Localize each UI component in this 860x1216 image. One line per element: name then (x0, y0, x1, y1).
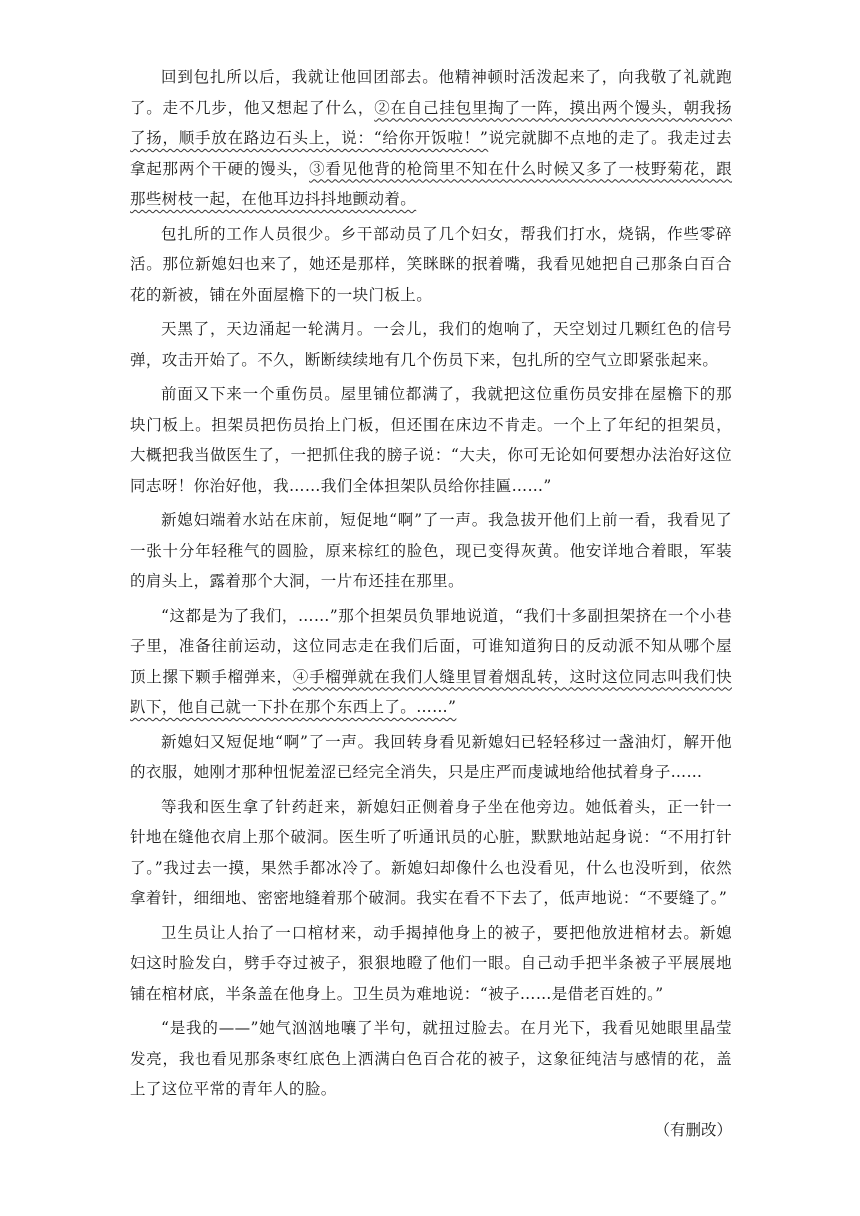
underlined-sentence: ③看见他背的枪筒里不知在什么时候又多了一枝野菊花，跟那些树枝一起，在他耳边抖抖地颤动着。 (130, 159, 733, 208)
text-segment: 新媳妇又短促地“啊”了一声。我回转身看见新媳妇已轻轻移过一盏油灯，解开他的衣服，她刚才那种忸怩羞涩已经完全消失，只是庄严而虔诚地给他拭着身子…… (130, 732, 732, 781)
text-segment: 前面又下来一个重伤员。屋里铺位都满了，我就把这位重伤员安排在屋檐下的那块门板上。担架员把伤员抬上门板，但还围在床边不肯走。一个上了年纪的担架员，大概把我当做医生了，一把抓住我的膀子说：“大夫，你可无论如何要想办法治好这位同志呀！你治好他，我……我们全体担架队员给你挂匾……” (130, 385, 732, 495)
text-segment: 回到包扎所以后，我就让他回团部去。他精神顿时活泼起来了，向我敬了礼就跑了。走不几步，他又想起了什么， (130, 68, 732, 117)
paragraph (130, 505, 732, 597)
article-body (130, 62, 732, 1105)
paragraph (130, 727, 732, 788)
text-segment: 天黑了，天边涌起一轮满月。一会儿，我们的炮响了，天空划过几颗红色的信号弹，攻击开始了。不久，断断续续地有几个伤员下来，包扎所的空气立即紧张起来。 (130, 320, 732, 369)
text-segment: “是我的——”她气汹汹地嚷了半句，就扭过脸去。在月光下，我看见她眼里晶莹发亮，我也看见那条枣红底色上洒满白色百合花的被子，这象征纯洁与感情的花，盖上了这位平常的青年人的脸。 (130, 1019, 732, 1098)
paragraph (130, 918, 732, 1010)
text-segment: 等我和医生拿了针药赶来，新媳妇正侧着身子坐在他旁边。她低着头，正一针一针地在缝他衣肩上那个破洞。医生听了听通讯员的心脏，默默地站起身说：“不用打针了。”我过去一摸，果然手都冰冷了。新媳妇却像什么也没看见，什么也没听到，依然拿着针，细细地、密密地缝着那个破洞。我实在看不下去了，低声地说：“不要缝了。” (130, 797, 732, 907)
paragraph (130, 601, 732, 723)
paragraph (130, 314, 732, 375)
text-segment: “这都是为了我们，……”那个担架员负罪地说道，“我们十多副担架挤在一个小巷子里，准备往前运动，这位同志走在我们后面，可谁知道狗日的反动派不知从哪个屋顶上摞下颗手榴弹来， (130, 606, 732, 686)
underlined-sentence: ④手榴弹就在我们人缝里冒着烟乱转，这时这位同志叫我们快趴下，他自己就一下扑在那个东西上了。……” (130, 667, 732, 716)
paragraph (130, 379, 732, 501)
paragraph (130, 1013, 732, 1105)
text-segment: 新媳妇端着水站在床前，短促地“啊”了一声。我急拔开他们上前一看，我看见了一张十分年轻稚气的圆脸，原来棕红的脸色，现已变得灰黄。他安详地合着眼，军装的肩头上，露着那个大洞，一片布还挂在那里。 (130, 511, 732, 590)
text-segment: 卫生员让人抬了一口棺材来，动手揭掉他身上的被子，要把他放进棺材去。新媳妇这时脸发白，劈手夺过被子，狠狠地瞪了他们一眼。自己动手把半条被子平展展地铺在棺材底，半条盖在他身上。卫生员为难地说：“被子……是借老百姓的。” (130, 923, 732, 1003)
paragraph (130, 62, 732, 215)
text-segment: 包扎所的工作人员很少。乡干部动员了几个妇女，帮我们打水，烧锅，作些零碎活。那位新媳妇也来了，她还是那样，笑眯眯的抿着嘴，我看见她把自己那条白百合花的新被，铺在外面屋檐下的一块门板上。 (130, 224, 732, 304)
paragraph (130, 219, 732, 311)
underlined-sentence: ②在自己挂包里掏了一阵，摸出两个馒头，朝我扬了扬，顺手放在路边石头上，说：“给你开饭啦！” (130, 98, 732, 147)
document-page (130, 62, 732, 1145)
source-note: （有删改） (654, 1120, 732, 1139)
paragraph (130, 792, 732, 914)
text-segment: 说完就脚不点地的走了。我走过去拿起那两个干硬的馒头， (130, 129, 732, 178)
